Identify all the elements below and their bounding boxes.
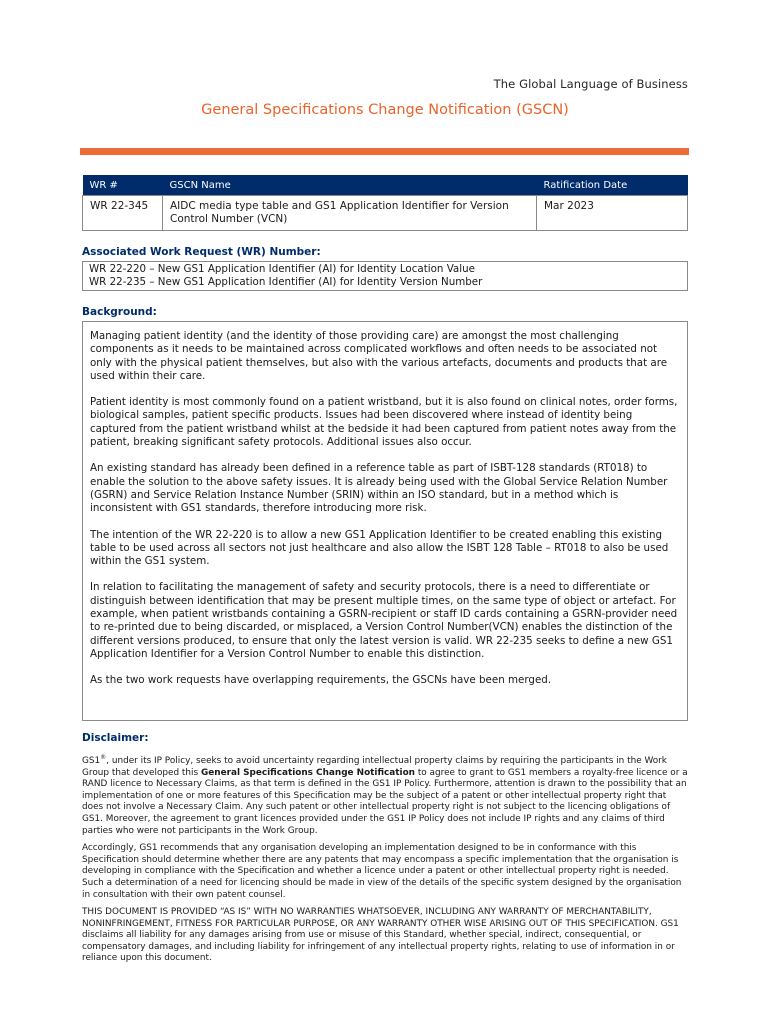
disclaimer-text-part: to agree to grant to GS1 members a royalty-free licence or a RAND licence to Necessary Claims, as that term is defined in the GS1 IP Policy. Furthermore, attention is drawn to the possibility that an implementation of one or more features of this Specification may be the subject of a patent or other intellectual property right that does not involve a Necessary Claim. Any such patent or other intellectual property right is not subject to the licencing obligations of GS1. Moreover, the agreement to grant licences provided under the GS1 IP Policy does not include IP rights and any claims of third parties who were not participants in the Work Group.: [82, 767, 688, 836]
disclaimer-paragraph: Accordingly, GS1 recommends that any organisation developing an implementation designed to be in conformance with this Specification should determine whether there are any patents that may encompass a specific implementation that the organisation is developing in compliance with the Specification and whether a licence under a patent or other intellectual property right is needed. Such a determination of a need for licencing should be made in view of the details of the specific system designed by the organisation in consultation with their own patent counsel.: [82, 843, 682, 900]
registered-mark: ®: [100, 754, 107, 761]
list-item: WR 22-235 – New GS1 Application Identifier (AI) for Identity Version Number: [89, 276, 483, 288]
table-header-row: [83, 175, 688, 196]
background-paragraph: Patient identity is most commonly found on a patient wristband, but it is also found on clinical notes, order forms, biological samples, patient specific products. Issues had been discovered where instead of identity being captured from the patient wristband whilst at the bedside it had been captured from patient notes away from the patient, breaking significant safety protocols. Additional issues also occur.: [90, 396, 678, 449]
disclaimer-text: [82, 752, 688, 971]
background-paragraph: The intention of the WR 22-220 is to allow a new GS1 Application Identifier to be created enabling this existing table to be used across all sectors not just healthcare and also allow the ISBT 128 Table – RT018 to also be used within the GS1 system.: [90, 528, 669, 568]
table-row: [83, 196, 688, 231]
list-item: WR 22-220 – New GS1 Application Identifier (AI) for Identity Location Value: [89, 263, 475, 275]
associated-wr-box: [82, 261, 688, 291]
background-paragraph: In relation to facilitating the management of safety and security protocols, there is a need to differentiate or distinguish between identification that may be present multiple times, on the same type of object or artefact. For example, when patient wristbands containing a GSRN-recipient or staff ID cards containing a GSRN-provider need to re-printed due to being discarded, or misplaced, a Version Control Number(VCN) enables the distinction of the different versions produced, to ensure that only the latest version is valid. WR 22-235 seeks to define a new GS1 Application Identifier for a Version Control Number to enable this distinction.: [90, 581, 678, 660]
background-heading: Background:: [82, 306, 157, 318]
cell-wr-number: WR 22-345: [83, 196, 163, 231]
disclaimer-paragraph: [82, 752, 688, 837]
disclaimer-heading: Disclaimer:: [82, 732, 149, 744]
disclaimer-text-part: , under its IP Policy, seeks to avoid uncertainty regarding intellectual property claims by requiring the participants in the Work Group that developed this: [82, 755, 667, 778]
gs1-text: GS1: [82, 755, 101, 766]
cell-gscn-name: AIDC media type table and GS1 Application Identifier for Version Control Number (VCN): [163, 196, 537, 231]
page-title: General Specifications Change Notification (GSCN): [201, 102, 569, 118]
column-header-ratification-date: Ratification Date: [537, 175, 688, 196]
disclaimer-paragraph: THIS DOCUMENT IS PROVIDED “AS IS” WITH NO WARRANTIES WHATSOEVER, INCLUDING ANY WARRANTY OF MERCHANTABILITY, NONINFRINGEMENT, FITNESS FOR PARTICULAR PURPOSE, OR ANY WARRANTY OTHER WISE ARISING OUT OF THIS SPECIFICATION. GS1 disclaims all liability for any damages arising from use or misuse of this Standard, whether special, indirect, consequential, or compensatory damages, and including liability for infringement of any intellectual property rights, relating to use of information in or reliance upon this document.: [82, 907, 679, 964]
background-box: [82, 321, 688, 721]
cell-ratification-date: Mar 2023: [537, 196, 688, 231]
background-paragraph: As the two work requests have overlapping requirements, the GSCNs have been merged.: [90, 674, 552, 687]
title-divider: [80, 148, 689, 155]
column-header-wr: WR #: [83, 175, 163, 196]
disclaimer-bold-term: General Specifications Change Notification: [200, 767, 415, 778]
background-paragraph: An existing standard has already been defined in a reference table as part of ISBT-128 standards (RT018) to enable the solution to the above safety issues. It is already being used with the Global Service Relation Number (GSRN) and Service Relation Instance Number (SRIN) within an ISO standard, but in a method which is inconsistent with GS1 standards, therefore introducing more risk.: [90, 462, 668, 515]
associated-wr-heading: Associated Work Request (WR) Number:: [82, 246, 321, 258]
background-paragraph: Managing patient identity (and the identity of those providing care) are amongst the most challenging components as it needs to be maintained across complicated workflows and often needs to be associated not only with the physical patient themselves, but also with the various artefacts, documents and products that are used within their care.: [90, 330, 668, 382]
column-header-gscn-name: GSCN Name: [163, 175, 537, 196]
gscn-table: [82, 175, 688, 231]
header-tagline: The Global Language of Business: [493, 77, 688, 91]
